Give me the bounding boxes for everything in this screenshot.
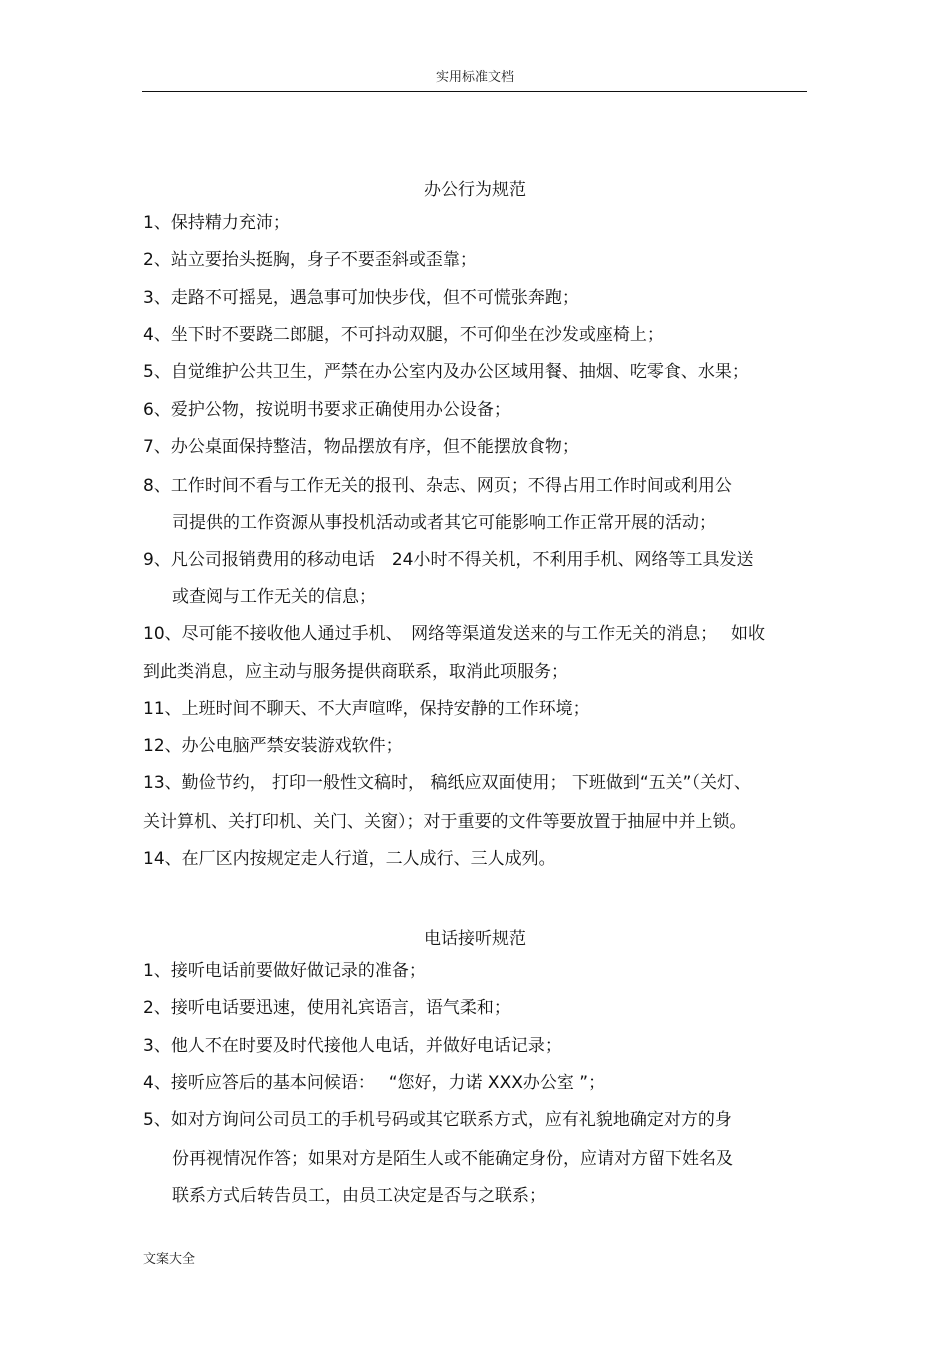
rule-item: 3、他人不在时要及时代接他人电话，并做好电话记录； xyxy=(143,1036,562,1056)
rule-item: 2、接听电话要迅速，使用礼宾语言，语气柔和； xyxy=(143,998,511,1018)
rule-item: 11、上班时间不聊天、不大声喧哗，保持安静的工作环境； xyxy=(143,699,590,719)
rule-item: 7、办公桌面保持整洁，物品摆放有序，但不能摆放食物； xyxy=(143,437,579,457)
section-title-phone-etiquette: 电话接听规范 xyxy=(424,929,526,949)
rule-item: 4、接听应答后的基本问候语： “您好，力诺 XXX办公室 ”； xyxy=(143,1073,606,1093)
rule-item: 3、走路不可摇晃，遇急事可加快步伐，但不可慌张奔跑； xyxy=(143,288,579,308)
rule-item-continuation: 或查阅与工作无关的信息； xyxy=(172,587,376,607)
rule-item: 1、保持精力充沛； xyxy=(143,213,290,233)
rule-item-continuation: 联系方式后转告员工，由员工决定是否与之联系； xyxy=(172,1186,546,1206)
rule-item: 14、在厂区内按规定走人行道，二人成行、三人成列。 xyxy=(143,849,556,869)
rule-item: 5、自觉维护公共卫生，严禁在办公室内及办公区域用餐、抽烟、吃零食、水果； xyxy=(143,362,749,382)
rule-item: 12、办公电脑严禁安装游戏软件； xyxy=(143,736,403,756)
rule-item: 2、站立要抬头挺胸，身子不要歪斜或歪靠； xyxy=(143,250,477,270)
rule-item: 10、尽可能不接收他人通过手机、 网络等渠道发送来的与工作无关的消息； 如收 xyxy=(143,624,766,644)
page-footer: 文案大全 xyxy=(143,1252,196,1267)
rule-item: 4、坐下时不要跷二郎腿，不可抖动双腿，不可仰坐在沙发或座椅上； xyxy=(143,325,664,345)
rule-item: 13、勤俭节约， 打印一般性文稿时， 稿纸应双面使用； 下班做到“五关”（关灯、 xyxy=(143,773,751,793)
rule-item: 1、接听电话前要做好做记录的准备； xyxy=(143,961,426,981)
rule-item-continuation: 份再视情况作答；如果对方是陌生人或不能确定身份，应请对方留下姓名及 xyxy=(172,1149,733,1169)
rule-item: 8、工作时间不看与工作无关的报刊、杂志、网页；不得占用工作时间或利用公 xyxy=(143,476,732,496)
section-title-office-conduct: 办公行为规范 xyxy=(424,180,526,200)
page-header: 实用标准文档 xyxy=(435,70,514,85)
rule-item-continuation: 关计算机、关打印机、关门、关窗）；对于重要的文件等要放置于抽屉中并上锁。 xyxy=(143,812,747,832)
rule-item: 5、如对方询问公司员工的手机号码或其它联系方式，应有礼貌地确定对方的身 xyxy=(143,1110,732,1130)
rule-item: 6、爱护公物，按说明书要求正确使用办公设备； xyxy=(143,400,511,420)
header-divider xyxy=(142,91,807,92)
rule-item: 9、凡公司报销费用的移动电话 24小时不得关机，不利用手机、网络等工具发送 xyxy=(143,550,754,570)
rule-item-continuation: 司提供的工作资源从事投机活动或者其它可能影响工作正常开展的活动； xyxy=(172,513,716,533)
rule-item-continuation: 到此类消息，应主动与服务提供商联系，取消此项服务； xyxy=(143,662,568,682)
